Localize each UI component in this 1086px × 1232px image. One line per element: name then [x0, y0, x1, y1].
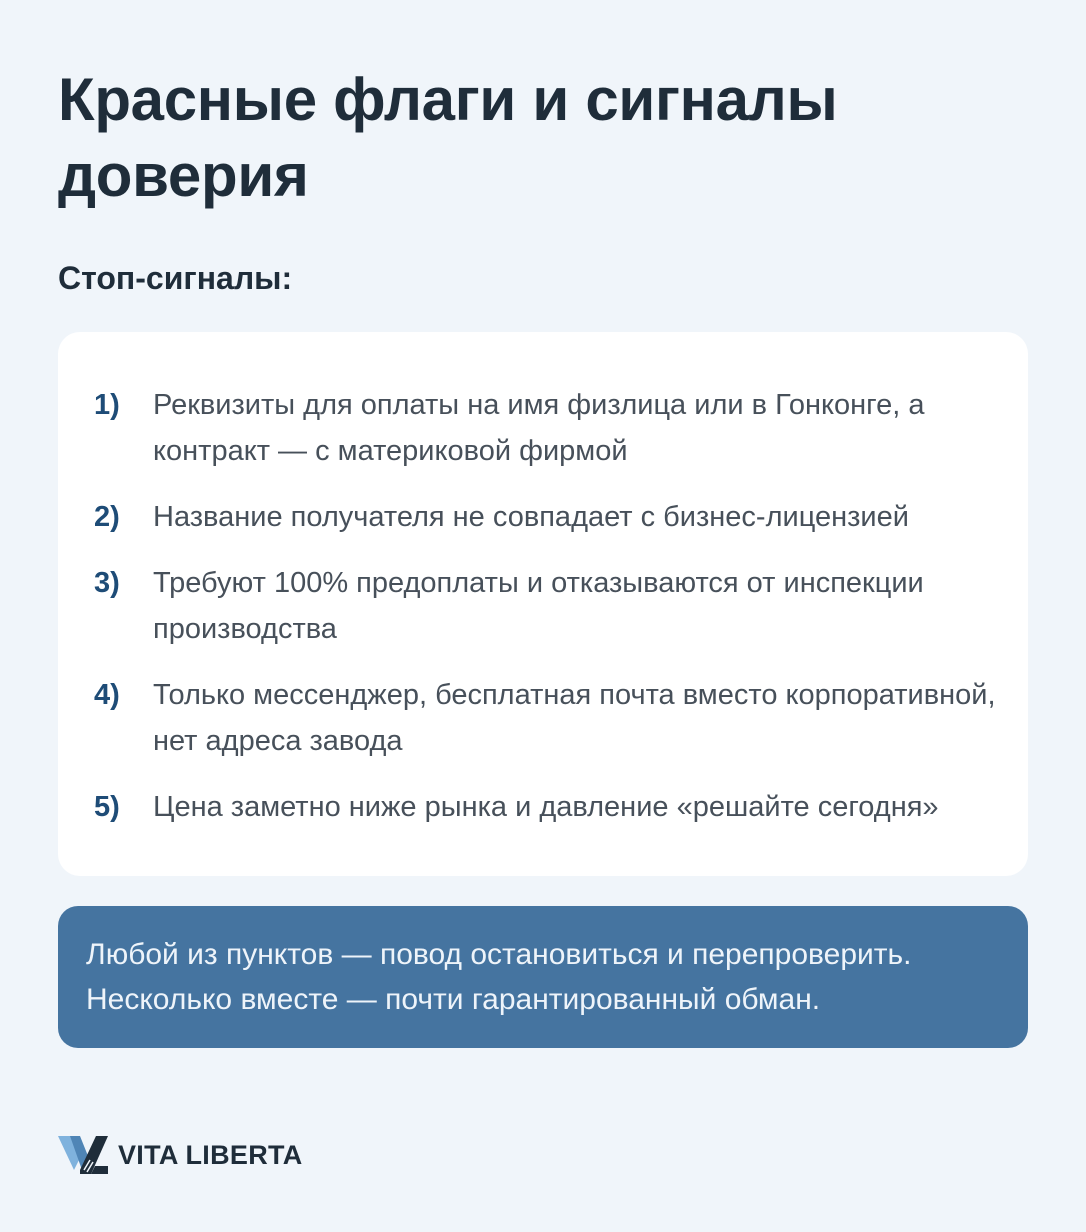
- vita-liberta-logo-icon: [58, 1136, 108, 1174]
- list-item-number: 1): [94, 389, 120, 421]
- list-item-number: 5): [94, 791, 120, 823]
- banner-line-1: Любой из пунктов — повод остановиться и перепроверить.: [86, 938, 912, 971]
- brand-logo: [58, 1136, 303, 1174]
- list-item-text: Только мессенджер, бесплатная почта вместо корпоративной, нет адреса завода: [153, 679, 996, 757]
- page-content: [58, 62, 1028, 1048]
- list-item: [94, 382, 998, 474]
- brand-name: VITA LIBERTA: [118, 1139, 303, 1170]
- list-item-number: 2): [94, 501, 120, 533]
- list-item: [94, 784, 998, 830]
- page-title: Красные флаги и сигналы доверия: [58, 66, 838, 209]
- section-subtitle: Стоп-сигналы:: [58, 260, 293, 296]
- list-item-number: 3): [94, 567, 120, 599]
- list-item-text: Требуют 100% предоплаты и отказываются от инспекции производства: [153, 567, 924, 645]
- list-item-text: Цена заметно ниже рынка и давление «решайте сегодня»: [153, 791, 939, 823]
- list-item: [94, 560, 998, 652]
- summary-banner: [58, 906, 1028, 1048]
- red-flags-card: [58, 332, 1028, 876]
- list-item: [94, 672, 998, 764]
- list-item-text: Реквизиты для оплаты на имя физлица или в Гонконге, а контракт — с материковой фирмой: [153, 389, 925, 467]
- list-item-text: Название получателя не совпадает с бизнес-лицензией: [153, 501, 909, 533]
- list-item: [94, 494, 998, 540]
- banner-line-2: Несколько вместе — почти гарантированный обман.: [86, 983, 821, 1016]
- list-item-number: 4): [94, 679, 120, 711]
